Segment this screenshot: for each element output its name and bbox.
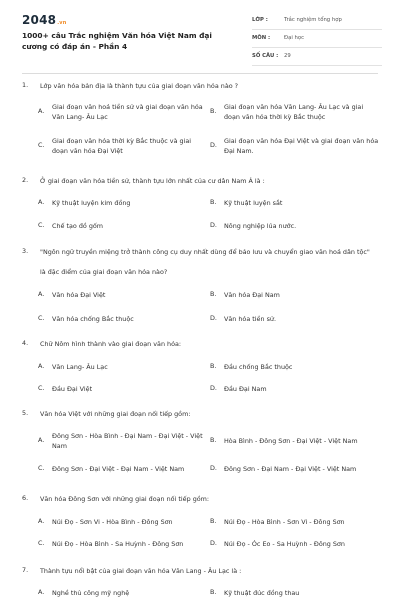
- option-text: Chế tạo đồ gốm: [52, 222, 104, 230]
- logo-text: 2048: [22, 13, 57, 27]
- question-3: [22, 247, 382, 327]
- question-6: [22, 494, 382, 554]
- question-text: Thành tựu nổi bật của giai đoạn văn hóa Văn Lang - Âu Lạc là :: [40, 567, 242, 575]
- option-text: Đông Sơn - Đại Nam - Đại Việt - Việt Nam: [224, 465, 357, 473]
- option-letter: A.: [38, 517, 45, 525]
- option-text: Văn Lang- Âu Lạc: [52, 363, 108, 371]
- option-letter: D.: [210, 221, 217, 229]
- meta-table: [252, 12, 382, 66]
- document-title: 1000+ câu Trắc nghiệm Văn hóa Việt Nam đại cương có đáp án - Phần 4: [22, 31, 212, 51]
- header-divider: [22, 73, 378, 74]
- meta-row-subject: [252, 30, 382, 48]
- option-letter: C.: [38, 539, 45, 547]
- option-letter: B.: [210, 436, 217, 444]
- option-letter: B.: [210, 588, 217, 596]
- option-text: Văn hóa Đại Nam: [224, 291, 280, 299]
- logo-tld: .vn: [57, 20, 67, 26]
- option-text: Đông Sơn - Đại Việt - Đại Nam - Việt Nam: [52, 465, 185, 473]
- meta-label: MÔN :: [252, 35, 271, 41]
- meta-row-count: [252, 48, 382, 66]
- meta-row-class: [252, 12, 382, 30]
- question-4: [22, 339, 382, 399]
- question-5: [22, 409, 382, 481]
- option-text: Giai đoạn văn hoá tiền sử và giai đoạn văn hóa Văn Lang- Âu Lạc: [52, 103, 203, 122]
- option-letter: D.: [210, 539, 217, 547]
- meta-label: SỐ CÂU :: [252, 53, 279, 59]
- option-text: Nông nghiệp lúa nước.: [224, 222, 297, 230]
- site-logo[interactable]: [22, 13, 67, 27]
- option-text: Núi Đọ - Sơn Vi - Hòa Bình - Đông Sơn: [52, 518, 173, 526]
- option-letter: D.: [210, 464, 217, 472]
- question-text: Văn hóa Việt với những giai đoạn nối tiếp gồm:: [40, 410, 191, 418]
- option-text: Núi Đọ - Hòa Bình - Sa Huỳnh - Đông Sơn: [52, 540, 184, 548]
- question-number: 4.: [22, 339, 29, 347]
- question-number: 2.: [22, 176, 29, 184]
- question-text: "Ngôn ngữ truyền miệng trở thành công cụ duy nhất dùng để bảo lưu và chuyển giao văn hoá dân tộc" là đặc điểm của giai đoạn văn hóa nào?: [40, 248, 370, 276]
- option-letter: C.: [38, 384, 45, 392]
- option-letter: D.: [210, 141, 217, 149]
- option-letter: A.: [38, 198, 45, 206]
- option-letter: B.: [210, 198, 217, 206]
- option-letter: A.: [38, 362, 45, 370]
- option-text: Văn hóa tiền sử.: [224, 315, 276, 323]
- option-letter: A.: [38, 107, 45, 115]
- option-letter: D.: [210, 384, 217, 392]
- option-letter: C.: [38, 464, 45, 472]
- option-text: Đông Sơn - Hòa Bình - Đại Nam - Đại Việt - Việt Nam: [52, 432, 203, 451]
- option-text: Hòa Bình - Đông Sơn - Đại Việt - Việt Nam: [224, 437, 358, 445]
- meta-value: Trắc nghiệm tổng hợp: [284, 17, 342, 23]
- meta-value: 29: [284, 53, 291, 59]
- question-text: Văn hóa Đông Sơn với những giai đoạn nối tiếp gồm:: [40, 495, 210, 503]
- option-text: Nghề thủ công mỹ nghệ: [52, 589, 130, 597]
- question-1: [22, 81, 382, 161]
- meta-value: Đại học: [284, 35, 305, 41]
- option-text: Kỹ thuật luyện kim đồng: [52, 199, 131, 207]
- meta-label: LỚP :: [252, 17, 268, 23]
- option-text: Văn hóa Đại Việt: [52, 291, 106, 299]
- option-letter: C.: [38, 141, 45, 149]
- option-text: Núi Đọ - Hòa Bình - Sơn Vi - Đông Sơn: [224, 518, 345, 526]
- option-text: Giai đoạn văn hóa thời kỳ Bắc thuộc và giai đoạn văn hóa Đại Việt: [52, 137, 192, 156]
- question-number: 6.: [22, 494, 29, 502]
- option-text: Giai đoạn văn hóa Văn Lang- Âu Lạc và giai đoạn văn hóa thời kỳ Bắc thuộc: [224, 103, 364, 122]
- option-letter: A.: [38, 588, 45, 596]
- option-text: Đầu Đại Nam: [224, 385, 267, 393]
- option-letter: B.: [210, 517, 217, 525]
- question-number: 5.: [22, 409, 29, 417]
- question-number: 3.: [22, 247, 29, 255]
- option-letter: A.: [38, 436, 45, 444]
- option-text: Đầu Đại Việt: [52, 385, 93, 393]
- option-text: Giai đoạn văn hóa Đại Việt và giai đoạn văn hóa Đại Nam.: [224, 137, 379, 156]
- option-letter: C.: [38, 221, 45, 229]
- question-number: 7.: [22, 566, 29, 574]
- question-7: [22, 566, 382, 598]
- option-text: Núi Đọ - Óc Eo - Sa Huỳnh - Đông Sơn: [224, 540, 345, 548]
- option-letter: B.: [210, 107, 217, 115]
- option-letter: A.: [38, 290, 45, 298]
- option-letter: B.: [210, 290, 217, 298]
- option-text: Văn hóa chống Bắc thuộc: [52, 315, 134, 323]
- question-text: Chữ Nôm hình thành vào giai đoạn văn hóa:: [40, 340, 182, 348]
- option-letter: B.: [210, 362, 217, 370]
- option-letter: C.: [38, 314, 45, 322]
- option-letter: D.: [210, 314, 217, 322]
- option-text: Kỹ thuật luyện sắt: [224, 199, 283, 207]
- option-text: Kỹ thuật đúc đồng thau: [224, 589, 300, 597]
- question-2: [22, 176, 382, 236]
- question-text: Ở giai đoạn văn hóa tiền sử, thành tựu lớn nhất của cư dân Nam Á là :: [40, 177, 265, 185]
- question-number: 1.: [22, 81, 29, 89]
- question-text: Lớp văn hóa bản địa là thành tựu của giai đoạn văn hóa nào ?: [40, 82, 239, 90]
- option-text: Đầu chống Bắc thuộc: [224, 363, 293, 371]
